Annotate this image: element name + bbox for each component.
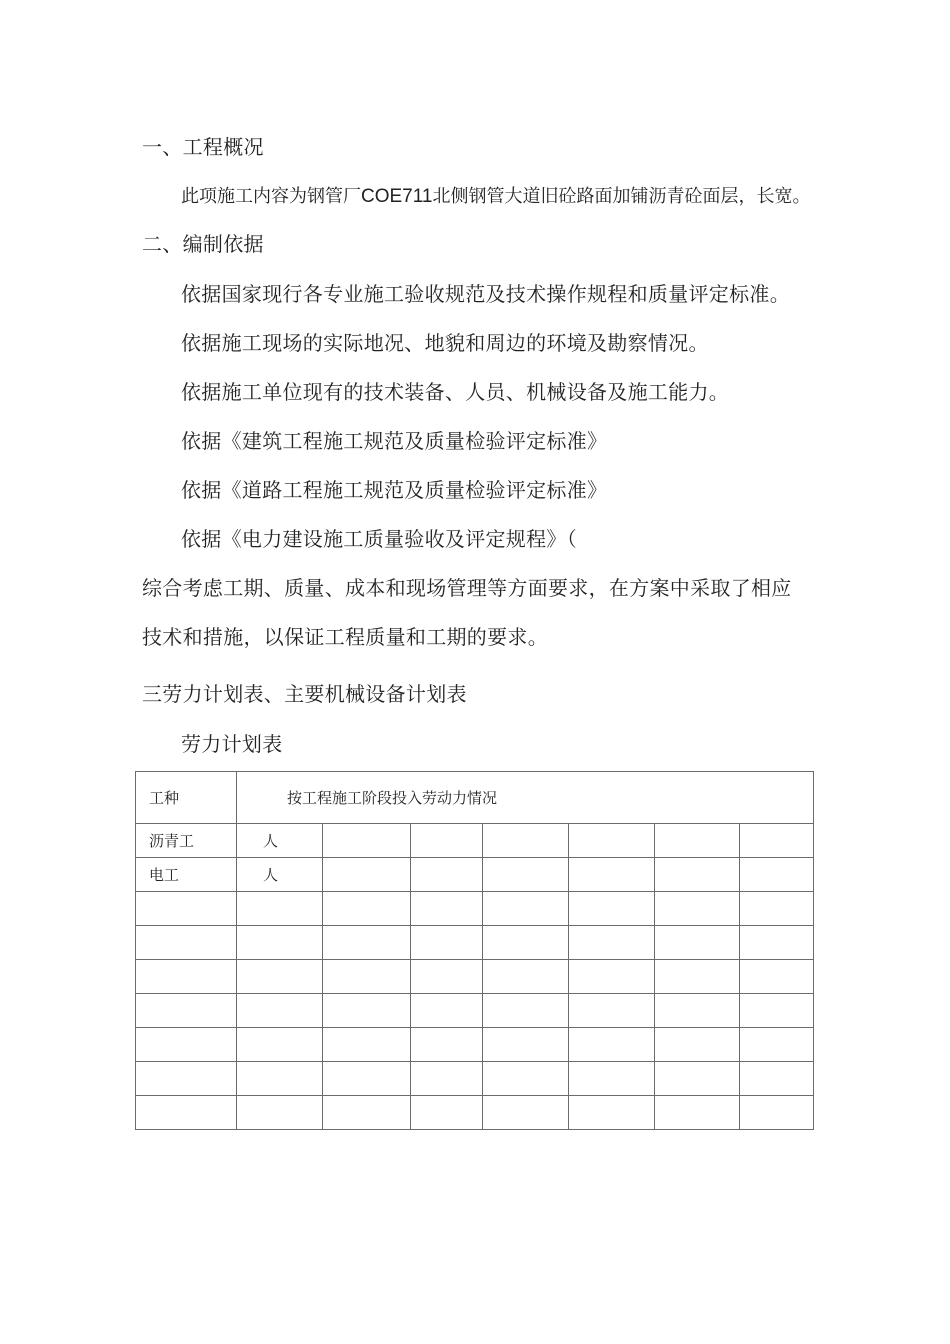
table-cell xyxy=(655,1062,740,1096)
table-cell xyxy=(655,994,740,1028)
trade-cell xyxy=(136,926,237,960)
unit-cell xyxy=(237,1096,323,1130)
unit-cell xyxy=(237,994,323,1028)
basis-item: 依据施工现场的实际地况、地貌和周边的环境及勘察情况。 xyxy=(181,331,709,355)
table-row xyxy=(136,858,814,892)
table-cell xyxy=(323,926,411,960)
section1-body xyxy=(181,183,810,211)
table-row xyxy=(136,960,814,994)
table-cell xyxy=(569,926,655,960)
table-cell xyxy=(740,1096,814,1130)
section2-heading: 二、编制依据 xyxy=(142,232,264,256)
section1-body-code: COE711 xyxy=(361,186,433,207)
table-cell xyxy=(483,994,569,1028)
table-cell xyxy=(411,892,483,926)
table-title: 劳力计划表 xyxy=(181,732,283,756)
basis-item: 依据《电力建设施工质量验收及评定规程》（ xyxy=(181,527,577,551)
table-row xyxy=(136,824,814,858)
unit-cell xyxy=(237,926,323,960)
table-cell xyxy=(323,1096,411,1130)
unit-cell xyxy=(237,1028,323,1062)
table-cell xyxy=(411,960,483,994)
table-cell xyxy=(483,892,569,926)
section1-body-before: 此项施工内容为钢管厂 xyxy=(181,186,361,207)
table-cell xyxy=(411,926,483,960)
table-row xyxy=(136,1062,814,1096)
table-cell xyxy=(483,960,569,994)
unit-cell xyxy=(237,1062,323,1096)
unit-cell xyxy=(237,892,323,926)
table-row xyxy=(136,926,814,960)
table-cell xyxy=(323,892,411,926)
unit-cell: 人 xyxy=(237,824,323,858)
table-cell xyxy=(655,960,740,994)
table-cell xyxy=(569,994,655,1028)
table-cell xyxy=(323,1062,411,1096)
table-row xyxy=(136,994,814,1028)
table-cell xyxy=(655,892,740,926)
trade-cell xyxy=(136,1062,237,1096)
table-cell xyxy=(483,858,569,892)
table-cell xyxy=(655,926,740,960)
table-cell xyxy=(483,1062,569,1096)
table-row xyxy=(136,1096,814,1130)
table-header-row xyxy=(136,772,814,824)
table-cell xyxy=(740,1028,814,1062)
section3-heading: 三劳力计划表、主要机械设备计划表 xyxy=(142,682,467,706)
table-cell xyxy=(740,926,814,960)
table-cell xyxy=(411,824,483,858)
table-cell xyxy=(411,1028,483,1062)
table-cell xyxy=(740,892,814,926)
summary-line: 技术和措施，以保证工程质量和工期的要求。 xyxy=(142,625,548,649)
table-cell xyxy=(411,994,483,1028)
table-cell xyxy=(483,1028,569,1062)
table-cell xyxy=(569,1096,655,1130)
labor-plan-table xyxy=(135,771,814,1130)
table-cell xyxy=(740,824,814,858)
table-cell xyxy=(323,960,411,994)
table-cell xyxy=(483,824,569,858)
table-cell xyxy=(411,1062,483,1096)
header-labor-input: 按工程施工阶段投入劳动力情况 xyxy=(237,772,814,824)
table-cell xyxy=(323,1028,411,1062)
unit-cell xyxy=(237,960,323,994)
table-row xyxy=(136,1028,814,1062)
section1-body-after: 北侧钢管大道旧砼路面加铺沥青砼面层，长宽。 xyxy=(432,186,811,207)
table-cell xyxy=(411,858,483,892)
basis-item: 依据国家现行各专业施工验收规范及技术操作规程和质量评定标准。 xyxy=(181,282,790,306)
basis-item: 依据《建筑工程施工规范及质量检验评定标准》 xyxy=(181,429,608,453)
basis-item: 依据施工单位现有的技术装备、人员、机械设备及施工能力。 xyxy=(181,380,730,404)
table-cell xyxy=(569,1028,655,1062)
table-cell xyxy=(740,858,814,892)
table-cell xyxy=(740,994,814,1028)
table-cell xyxy=(323,824,411,858)
table-cell xyxy=(569,858,655,892)
table-cell xyxy=(569,892,655,926)
trade-cell: 沥青工 xyxy=(136,824,237,858)
table-cell xyxy=(655,824,740,858)
table-cell xyxy=(740,1062,814,1096)
table-cell xyxy=(655,1096,740,1130)
summary-line: 综合考虑工期、质量、成本和现场管理等方面要求，在方案中采取了相应 xyxy=(142,576,792,600)
table-cell xyxy=(323,994,411,1028)
header-trade: 工种 xyxy=(136,772,237,824)
trade-cell xyxy=(136,1096,237,1130)
table-cell xyxy=(740,960,814,994)
trade-cell: 电工 xyxy=(136,858,237,892)
table-cell xyxy=(569,960,655,994)
table-row xyxy=(136,892,814,926)
table-cell xyxy=(411,1096,483,1130)
trade-cell xyxy=(136,1028,237,1062)
section1-heading: 一、工程概况 xyxy=(142,135,264,159)
trade-cell xyxy=(136,994,237,1028)
unit-cell: 人 xyxy=(237,858,323,892)
table-cell xyxy=(483,1096,569,1130)
trade-cell xyxy=(136,892,237,926)
table-cell xyxy=(655,858,740,892)
table-cell xyxy=(569,1062,655,1096)
table-cell xyxy=(655,1028,740,1062)
trade-cell xyxy=(136,960,237,994)
table-cell xyxy=(569,824,655,858)
table-cell xyxy=(323,858,411,892)
table-cell xyxy=(483,926,569,960)
basis-item: 依据《道路工程施工规范及质量检验评定标准》 xyxy=(181,478,608,502)
